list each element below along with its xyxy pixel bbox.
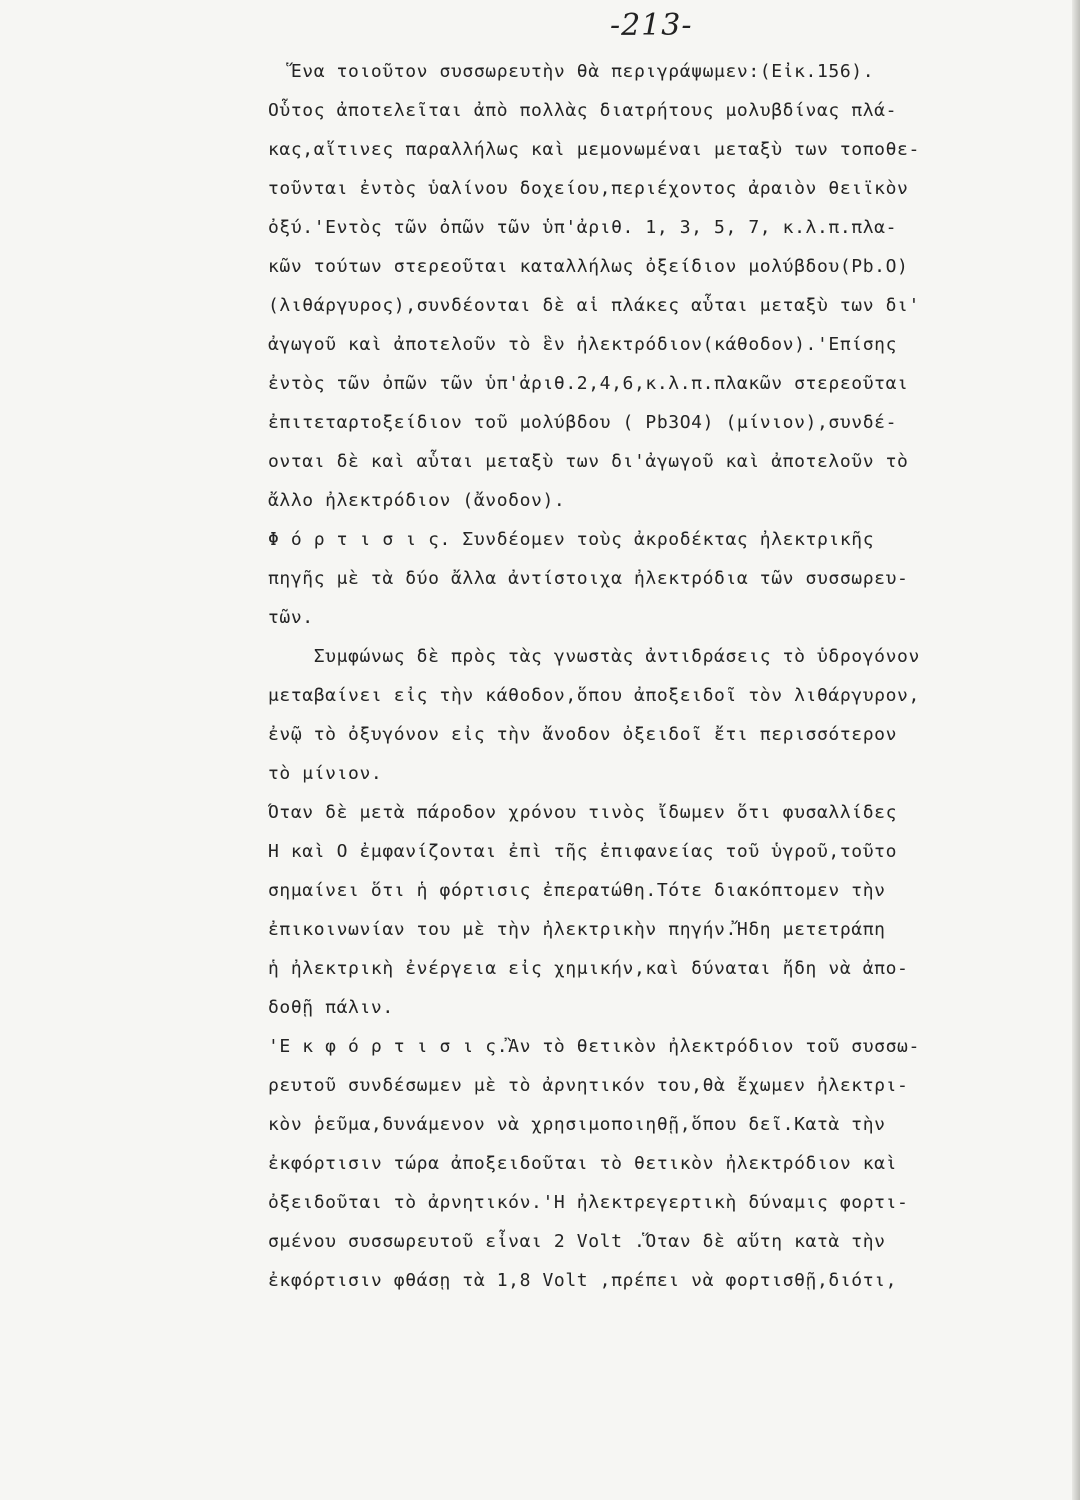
text-line: πηγῆς μὲ τὰ δύο ἄλλα ἀντίστοιχα ἠλεκτρόδια τῶν συσσωρευ- bbox=[268, 568, 909, 589]
text-line: κὸν ῥεῦμα,δυνάμενον νὰ χρησιμοποιηθῇ,ὅπου δεῖ.Κατὰ τὴν bbox=[268, 1114, 886, 1135]
text-line: ονται δὲ καὶ αὗται μεταξὺ των δι'ἀγωγοῦ καὶ ἀποτελοῦν τὸ bbox=[268, 451, 909, 472]
text-line: ἐντὸς τῶν ὀπῶν τῶν ὑπ'ἀριθ.2,4,6,κ.λ.π.πλακῶν στερεοῦται bbox=[268, 373, 909, 394]
section-heading-charging: Φ ό ρ τ ι σ ι ς. Συνδέομεν τοὺς ἀκροδέκτας ἠλεκτρικῆς bbox=[268, 529, 875, 550]
text-line: σημαίνει ὅτι ἡ φόρτισις ἐπερατώθη.Τότε διακόπτομεν τὴν bbox=[268, 880, 886, 901]
text-line: (λιθάργυρος),συνδέονται δὲ αἱ πλάκες αὗται μεταξὺ των δι' bbox=[268, 295, 920, 316]
text-line: ἐπιτεταρτοξείδιον τοῦ μολύβδου ( Pb3O4) (μίνιον),συνδέ- bbox=[268, 412, 898, 433]
text-line: κας,αἵτινες παραλλήλως καὶ μεμονωμέναι μεταξὺ των τοποθε- bbox=[268, 139, 920, 160]
text-line: Η καὶ Ο ἐμφανίζονται ἐπὶ τῆς ἐπιφανείας τοῦ ὑγροῦ,τοῦτο bbox=[268, 841, 898, 862]
text-line: τοῦνται ἐντὸς ὑαλίνου δοχείου,περιέχοντος ἀραιὸν θειϊκὸν bbox=[268, 178, 909, 199]
section-heading-discharging: 'Ε κ φ ό ρ τ ι σ ι ς.Ἂν τὸ θετικὸν ἠλεκτρόδιον τοῦ συσσω- bbox=[268, 1036, 920, 1057]
text-line: ἐκφόρτισιν τώρα ἀποξειδοῦται τὸ θετικὸν ἠλεκτρόδιον καὶ bbox=[268, 1153, 898, 1174]
text-line: μεταβαίνει εἰς τὴν κάθοδον,ὅπου ἀποξειδοῖ τὸν λιθάργυρον, bbox=[268, 685, 920, 706]
text-line: ἀγωγοῦ καὶ ἀποτελοῦν τὸ ἓν ἠλεκτρόδιον(κάθοδον).'Επίσης bbox=[268, 334, 898, 355]
text-line: Οὗτος ἀποτελεῖται ἀπὸ πολλὰς διατρήτους μολυβδίνας πλά- bbox=[268, 100, 898, 121]
text-line: ἡ ἠλεκτρικὴ ἐνέργεια εἰς χημικήν,καὶ δύναται ἤδη νὰ ἀπο- bbox=[268, 958, 909, 979]
text-line: δοθῇ πάλιν. bbox=[268, 997, 394, 1018]
text-line: ἐπικοινωνίαν του μὲ τὴν ἠλεκτρικὴν πηγήν.Ἤδη μετετράπη bbox=[268, 919, 886, 940]
text-line: Ὅταν δὲ μετὰ πάροδον χρόνου τινὸς ἴδωμεν ὅτι φυσαλλίδες bbox=[268, 802, 898, 823]
typed-text-body bbox=[268, 52, 1043, 1300]
text-line: ἐκφόρτισιν φθάσῃ τὰ 1,8 Volt ,πρέπει νὰ φορτισθῇ,διότι, bbox=[268, 1270, 898, 1291]
text-line: ἐνῷ τὸ ὀξυγόνον εἰς τὴν ἄνοδον ὀξειδοῖ ἔτι περισσότερον bbox=[268, 724, 898, 745]
text-line: ὀξειδοῦται τὸ ἀρνητικόν.'Η ἠλεκτρεγερτικὴ δύναμις φορτι- bbox=[268, 1192, 909, 1213]
text-line: τῶν. bbox=[268, 607, 314, 628]
text-line: Ἕνα τοιοῦτον συσσωρευτὴν θὰ περιγράψωμεν:(Εἰκ.156). bbox=[268, 61, 875, 82]
text-line: ἄλλο ἠλεκτρόδιον (ἄνοδον). bbox=[268, 490, 566, 511]
page-edge-shadow bbox=[1072, 0, 1080, 1500]
text-line: ρευτοῦ συνδέσωμεν μὲ τὸ ἀρνητικόν του,θὰ ἔχωμεν ἠλεκτρι- bbox=[268, 1075, 909, 1096]
text-line: τὸ μίνιον. bbox=[268, 763, 383, 784]
text-line: ὀξύ.'Εντὸς τῶν ὀπῶν τῶν ὑπ'ἀριθ. 1, 3, 5, 7, κ.λ.π.πλα- bbox=[268, 217, 898, 238]
text-line: κῶν τούτων στερεοῦται καταλλήλως ὀξείδιον μολύβδου(Pb.O) bbox=[268, 256, 909, 277]
text-line: σμένου συσσωρευτοῦ εἶναι 2 Volt .Ὅταν δὲ αὕτη κατὰ τὴν bbox=[268, 1231, 886, 1252]
text-line: Συμφώνως δὲ πρὸς τὰς γνωστὰς ἀντιδράσεις τὸ ὑδρογόνον bbox=[268, 646, 920, 667]
page-number: -213- bbox=[610, 8, 693, 43]
